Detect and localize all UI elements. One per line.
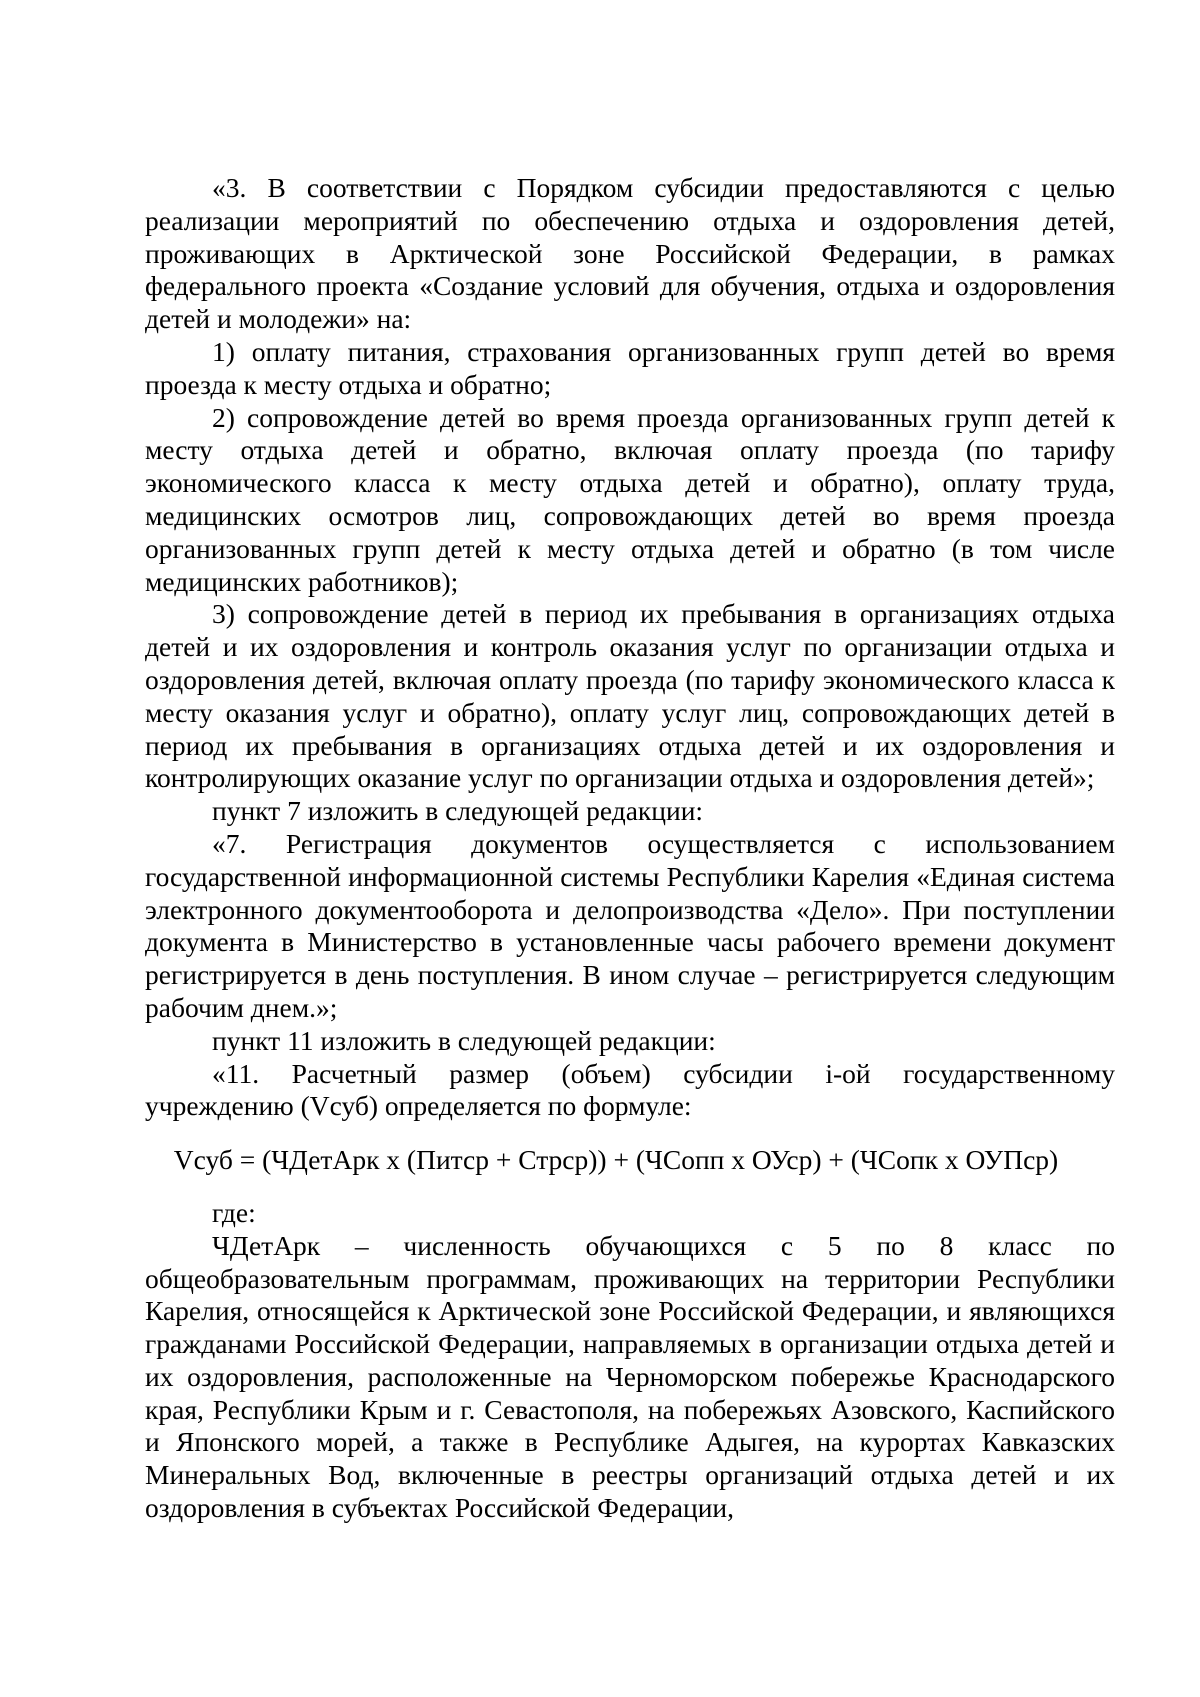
paragraph-subitem-2: 2) сопровождение детей во время проезда организованных групп детей к месту отдыха детей и обратно, включая оплату проезда (по тарифу экономического класса к месту отдыха детей и обратно), оплату труда, медицинских осмотров лиц, сопровождающих детей во время проезда организованных групп детей к месту отдыха детей и обратно (в том числе медицинских работников); xyxy=(145,401,1115,597)
paragraph-amend-point-7: пункт 7 изложить в следующей редакции: xyxy=(212,795,704,827)
paragraph-amend-point-11: пункт 11 изложить в следующей редакции: xyxy=(212,1024,716,1056)
paragraph-point-7-text: «7. Регистрация документов осуществляется с использованием государственной информационной системы Республики Карелия «Единая система электронного документооборота и делопроизводства «Дело». При поступлении документа в Министерство в установленные часы рабочего времени документ регистрируется в день поступления. В ином случае – регистрируется следующим рабочим днем.»; xyxy=(145,827,1115,1023)
document-page xyxy=(145,172,1115,1525)
paragraph-definition-chdetark: ЧДетАрк – численность обучающихся с 5 по 8 класс по общеобразовательным программам, проживающих на территории Республики Карелия, относящейся к Арктической зоне Российской Федерации, и являющихся гражданами Российской Федерации, направляемых в организации отдыха детей и их оздоровления, расположенные на Черноморском побережье Краснодарского края, Республики Крым и г. Севастополя, на побережьях Азовского, Каспийского и Японского морей, а также в Республике Адыгея, на курортах Кавказских Минеральных Вод, включенные в реестры организаций отдыха детей и их оздоровления в субъектах Российской Федерации, xyxy=(145,1229,1115,1524)
paragraph-item-3: «3. В соответствии с Порядком субсидии предоставляются с целью реализации мероприятий по обеспечению отдыха и оздоровления детей, проживающих в Арктической зоне Российской Федерации, в рамках федерального проекта «Создание условий для обучения, отдыха и оздоровления детей и молодежи» на: xyxy=(145,172,1115,335)
paragraph-where: где: xyxy=(212,1196,256,1228)
formula: Vсуб = (ЧДетАрк х (Питср + Стрср)) + (ЧСопп х ОУср) + (ЧСопк х ОУПср) xyxy=(173,1144,1059,1176)
paragraph-subitem-3: 3) сопровождение детей в период их пребывания в организациях отдыха детей и их оздоровления и контроль оказания услуг по организации отдыха и оздоровления детей, включая оплату проезда (по тарифу экономического класса к месту оказания услуг и обратно), оплату услуг лиц, сопровождающих детей в период их пребывания в организациях отдыха детей и их оздоровления и контролирующих оказание услуг по организации отдыха и оздоровления детей»; xyxy=(145,598,1115,794)
paragraph-subitem-1: 1) оплату питания, страхования организованных групп детей во время проезда к месту отдыха и обратно; xyxy=(145,335,1115,400)
paragraph-point-11-text: «11. Расчетный размер (объем) субсидии i-ой государственному учреждению (Vсуб) определяется по формуле: xyxy=(145,1057,1115,1122)
